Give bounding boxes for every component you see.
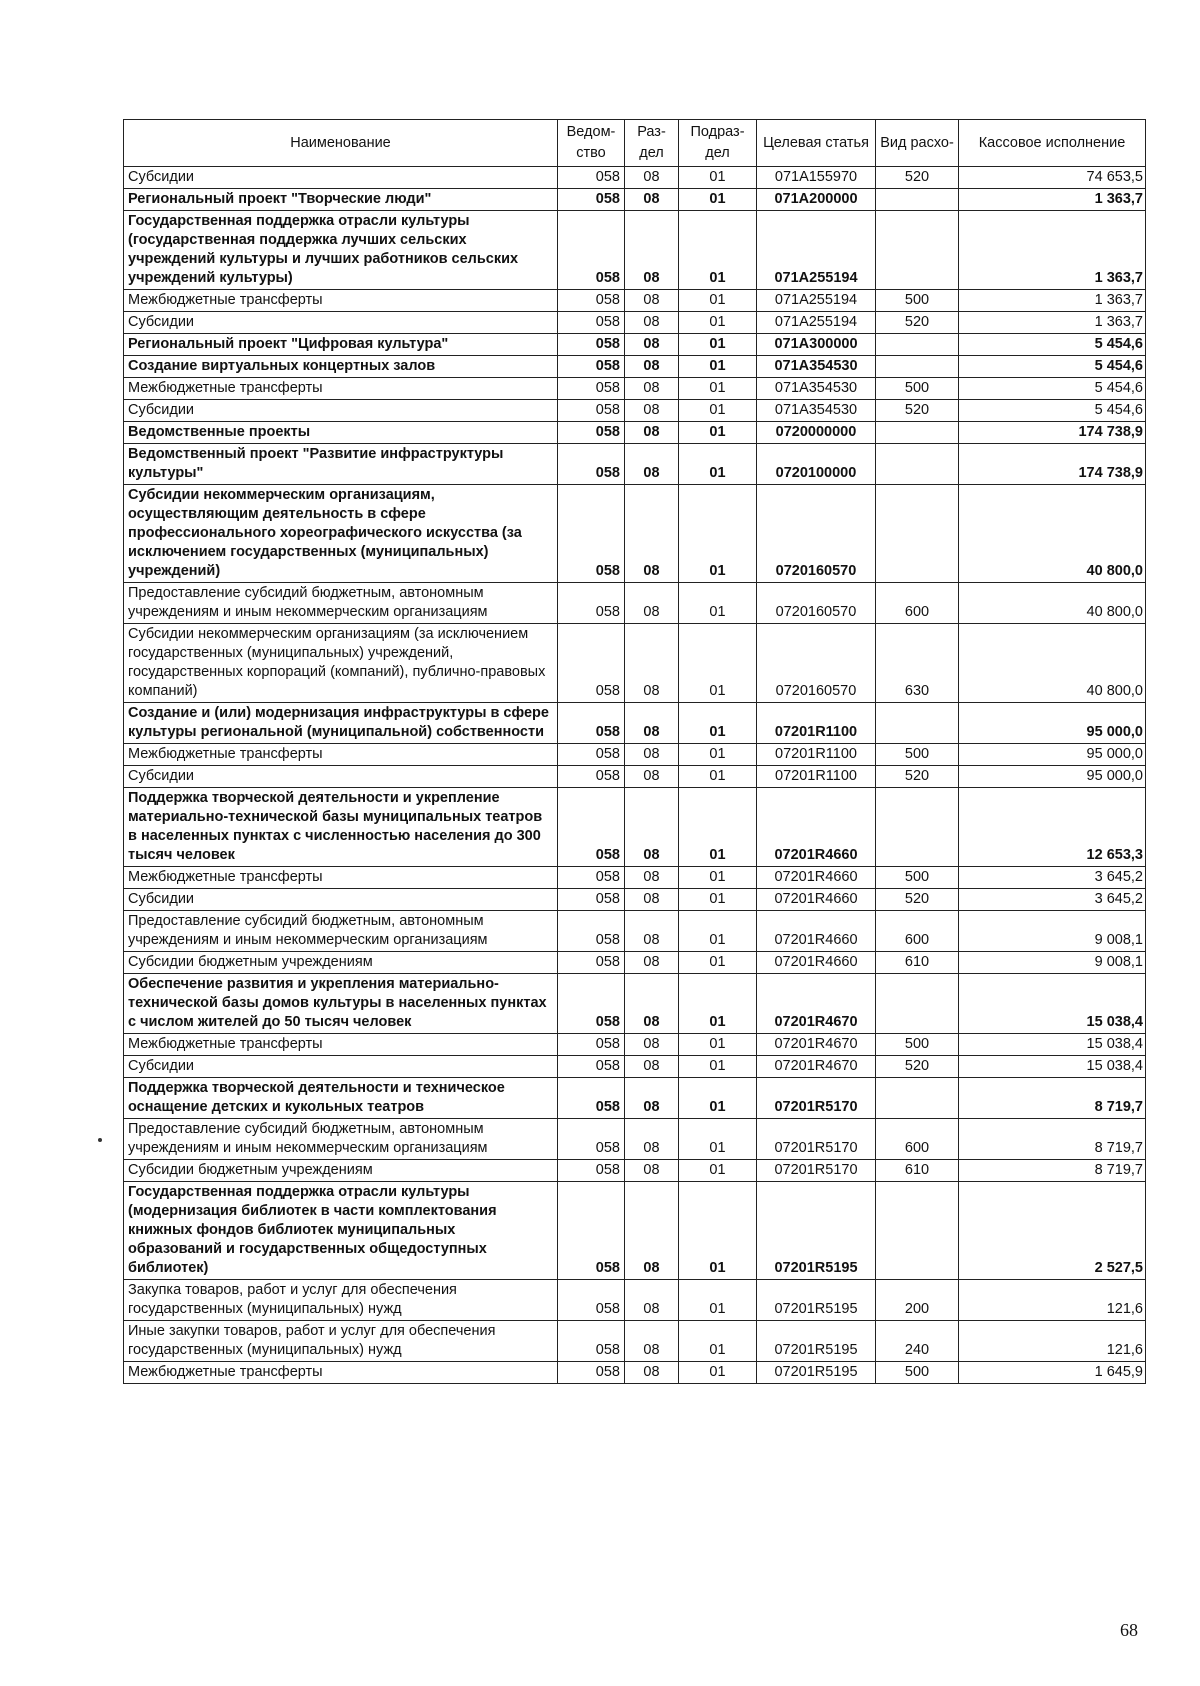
cell-podrazdel: 01 xyxy=(679,211,757,290)
cell-name: Государственная поддержка отрасли культуры (государственная поддержка лучших сельских учреждений культуры и лучших работников сельских учреждений культуры) xyxy=(124,211,558,290)
table-header-row xyxy=(124,120,1146,167)
cell-csr: 071А300000 xyxy=(757,334,876,356)
cell-name: Создание виртуальных концертных залов xyxy=(124,356,558,378)
cell-razdel: 08 xyxy=(625,334,679,356)
cell-name: Межбюджетные трансферты xyxy=(124,290,558,312)
table-row xyxy=(124,911,1146,952)
cell-vr: 600 xyxy=(876,583,959,624)
cell-podrazdel: 01 xyxy=(679,703,757,744)
cell-razdel: 08 xyxy=(625,167,679,189)
cell-name: Создание и (или) модернизация инфраструктуры в сфере культуры региональной (муниципальной) собственности xyxy=(124,703,558,744)
table-row xyxy=(124,583,1146,624)
table-row xyxy=(124,312,1146,334)
cell-csr: 0720160570 xyxy=(757,624,876,703)
cell-vr xyxy=(876,334,959,356)
cell-name: Ведомственный проект "Развитие инфраструктуры культуры" xyxy=(124,444,558,485)
cell-razdel: 08 xyxy=(625,444,679,485)
cell-podrazdel: 01 xyxy=(679,1056,757,1078)
cell-csr: 07201R4660 xyxy=(757,952,876,974)
cell-ved: 058 xyxy=(558,312,625,334)
header-csr: Целевая статья xyxy=(757,120,876,167)
table-row xyxy=(124,444,1146,485)
header-razdel: Раз-дел xyxy=(625,120,679,167)
cell-vr xyxy=(876,211,959,290)
cell-name: Иные закупки товаров, работ и услуг для обеспечения государственных (муниципальных) нужд xyxy=(124,1321,558,1362)
table-row xyxy=(124,167,1146,189)
cell-csr: 07201R4660 xyxy=(757,911,876,952)
cell-vr xyxy=(876,485,959,583)
cell-razdel: 08 xyxy=(625,1321,679,1362)
table-row xyxy=(124,400,1146,422)
cell-name: Закупка товаров, работ и услуг для обеспечения государственных (муниципальных) нужд xyxy=(124,1280,558,1321)
cell-razdel: 08 xyxy=(625,1119,679,1160)
table-row xyxy=(124,974,1146,1034)
table-row xyxy=(124,952,1146,974)
cell-ved: 058 xyxy=(558,1056,625,1078)
cell-csr: 07201R5195 xyxy=(757,1362,876,1384)
cell-amount: 95 000,0 xyxy=(959,703,1146,744)
cell-csr: 071А255194 xyxy=(757,211,876,290)
cell-podrazdel: 01 xyxy=(679,744,757,766)
cell-ved: 058 xyxy=(558,867,625,889)
cell-amount: 121,6 xyxy=(959,1280,1146,1321)
cell-vr: 600 xyxy=(876,1119,959,1160)
cell-ved: 058 xyxy=(558,378,625,400)
cell-name: Субсидии xyxy=(124,889,558,911)
cell-razdel: 08 xyxy=(625,766,679,788)
cell-podrazdel: 01 xyxy=(679,1280,757,1321)
cell-ved: 058 xyxy=(558,444,625,485)
cell-amount: 174 738,9 xyxy=(959,444,1146,485)
cell-podrazdel: 01 xyxy=(679,1182,757,1280)
header-vr: Вид расхо- xyxy=(876,120,959,167)
cell-vr: 610 xyxy=(876,952,959,974)
cell-razdel: 08 xyxy=(625,952,679,974)
table-row xyxy=(124,290,1146,312)
cell-name: Межбюджетные трансферты xyxy=(124,378,558,400)
cell-ved: 058 xyxy=(558,400,625,422)
cell-amount: 1 363,7 xyxy=(959,290,1146,312)
cell-amount: 121,6 xyxy=(959,1321,1146,1362)
table-row xyxy=(124,1160,1146,1182)
cell-vr: 520 xyxy=(876,1056,959,1078)
cell-razdel: 08 xyxy=(625,703,679,744)
cell-amount: 8 719,7 xyxy=(959,1119,1146,1160)
cell-ved: 058 xyxy=(558,189,625,211)
cell-podrazdel: 01 xyxy=(679,485,757,583)
cell-csr: 07201R5195 xyxy=(757,1280,876,1321)
cell-amount: 3 645,2 xyxy=(959,867,1146,889)
cell-name: Межбюджетные трансферты xyxy=(124,867,558,889)
cell-podrazdel: 01 xyxy=(679,400,757,422)
cell-podrazdel: 01 xyxy=(679,334,757,356)
cell-vr: 520 xyxy=(876,400,959,422)
cell-name: Субсидии некоммерческим организациям, осуществляющим деятельность в сфере профессионального хореографического искусства (за исключением государственных (муниципальных) учреждений) xyxy=(124,485,558,583)
cell-amount: 74 653,5 xyxy=(959,167,1146,189)
cell-ved: 058 xyxy=(558,422,625,444)
cell-name: Субсидии xyxy=(124,766,558,788)
table-row xyxy=(124,624,1146,703)
cell-ved: 058 xyxy=(558,1119,625,1160)
cell-csr: 07201R4670 xyxy=(757,1056,876,1078)
cell-ved: 058 xyxy=(558,788,625,867)
cell-podrazdel: 01 xyxy=(679,1160,757,1182)
cell-podrazdel: 01 xyxy=(679,422,757,444)
cell-csr: 071А255194 xyxy=(757,312,876,334)
cell-razdel: 08 xyxy=(625,422,679,444)
header-name: Наименование xyxy=(124,120,558,167)
cell-ved: 058 xyxy=(558,211,625,290)
cell-podrazdel: 01 xyxy=(679,788,757,867)
cell-name: Предоставление субсидий бюджетным, автономным учреждениям и иным некоммерческим организациям xyxy=(124,911,558,952)
header-amount: Кассовое исполнение xyxy=(959,120,1146,167)
table-row xyxy=(124,744,1146,766)
cell-amount: 9 008,1 xyxy=(959,952,1146,974)
cell-ved: 058 xyxy=(558,744,625,766)
cell-ved: 058 xyxy=(558,356,625,378)
cell-ved: 058 xyxy=(558,1280,625,1321)
cell-ved: 058 xyxy=(558,1078,625,1119)
cell-vr xyxy=(876,974,959,1034)
cell-vr: 500 xyxy=(876,1034,959,1056)
cell-podrazdel: 01 xyxy=(679,378,757,400)
table-row xyxy=(124,1119,1146,1160)
cell-ved: 058 xyxy=(558,952,625,974)
cell-podrazdel: 01 xyxy=(679,1034,757,1056)
table-body xyxy=(124,167,1146,1384)
cell-vr: 500 xyxy=(876,1362,959,1384)
cell-razdel: 08 xyxy=(625,1034,679,1056)
cell-csr: 07201R4660 xyxy=(757,889,876,911)
cell-amount: 95 000,0 xyxy=(959,744,1146,766)
table-row xyxy=(124,485,1146,583)
cell-razdel: 08 xyxy=(625,400,679,422)
table-row xyxy=(124,766,1146,788)
cell-vr: 520 xyxy=(876,889,959,911)
table-row xyxy=(124,378,1146,400)
cell-razdel: 08 xyxy=(625,911,679,952)
cell-vr: 600 xyxy=(876,911,959,952)
cell-razdel: 08 xyxy=(625,485,679,583)
cell-ved: 058 xyxy=(558,290,625,312)
table-row xyxy=(124,1034,1146,1056)
cell-amount: 15 038,4 xyxy=(959,1034,1146,1056)
cell-csr: 07201R4660 xyxy=(757,788,876,867)
cell-vr xyxy=(876,444,959,485)
cell-razdel: 08 xyxy=(625,1280,679,1321)
budget-table xyxy=(123,119,1146,1384)
cell-ved: 058 xyxy=(558,334,625,356)
cell-amount: 174 738,9 xyxy=(959,422,1146,444)
cell-ved: 058 xyxy=(558,583,625,624)
cell-vr: 240 xyxy=(876,1321,959,1362)
cell-amount: 40 800,0 xyxy=(959,583,1146,624)
cell-ved: 058 xyxy=(558,766,625,788)
cell-name: Межбюджетные трансферты xyxy=(124,744,558,766)
table-row xyxy=(124,703,1146,744)
cell-name: Ведомственные проекты xyxy=(124,422,558,444)
table-row xyxy=(124,1362,1146,1384)
cell-podrazdel: 01 xyxy=(679,1078,757,1119)
cell-name: Государственная поддержка отрасли культуры (модернизация библиотек в части комплектования книжных фондов библиотек муниципальных образований и государственных общедоступных библиотек) xyxy=(124,1182,558,1280)
cell-name: Межбюджетные трансферты xyxy=(124,1034,558,1056)
cell-amount: 5 454,6 xyxy=(959,356,1146,378)
cell-ved: 058 xyxy=(558,1034,625,1056)
cell-razdel: 08 xyxy=(625,1078,679,1119)
cell-vr xyxy=(876,189,959,211)
cell-vr: 500 xyxy=(876,290,959,312)
cell-razdel: 08 xyxy=(625,583,679,624)
cell-csr: 07201R5195 xyxy=(757,1321,876,1362)
cell-name: Субсидии xyxy=(124,1056,558,1078)
cell-csr: 07201R1100 xyxy=(757,703,876,744)
cell-csr: 07201R5170 xyxy=(757,1078,876,1119)
cell-amount: 40 800,0 xyxy=(959,485,1146,583)
cell-razdel: 08 xyxy=(625,744,679,766)
cell-vr xyxy=(876,703,959,744)
cell-vr xyxy=(876,356,959,378)
cell-podrazdel: 01 xyxy=(679,889,757,911)
cell-podrazdel: 01 xyxy=(679,1321,757,1362)
cell-podrazdel: 01 xyxy=(679,167,757,189)
cell-amount: 1 363,7 xyxy=(959,189,1146,211)
cell-name: Субсидии бюджетным учреждениям xyxy=(124,952,558,974)
cell-vr: 610 xyxy=(876,1160,959,1182)
scan-dot xyxy=(98,1138,102,1142)
cell-razdel: 08 xyxy=(625,312,679,334)
cell-ved: 058 xyxy=(558,624,625,703)
cell-amount: 8 719,7 xyxy=(959,1160,1146,1182)
table-row xyxy=(124,1078,1146,1119)
cell-csr: 07201R1100 xyxy=(757,766,876,788)
cell-podrazdel: 01 xyxy=(679,911,757,952)
header-ved: Ведом-ство xyxy=(558,120,625,167)
cell-name: Субсидии xyxy=(124,312,558,334)
cell-vr: 630 xyxy=(876,624,959,703)
cell-ved: 058 xyxy=(558,1182,625,1280)
cell-vr: 200 xyxy=(876,1280,959,1321)
cell-podrazdel: 01 xyxy=(679,867,757,889)
cell-ved: 058 xyxy=(558,1160,625,1182)
cell-vr: 520 xyxy=(876,766,959,788)
cell-vr: 500 xyxy=(876,378,959,400)
cell-csr: 071А354530 xyxy=(757,378,876,400)
cell-podrazdel: 01 xyxy=(679,189,757,211)
cell-name: Региональный проект "Творческие люди" xyxy=(124,189,558,211)
cell-amount: 1 645,9 xyxy=(959,1362,1146,1384)
cell-ved: 058 xyxy=(558,485,625,583)
cell-csr: 071А155970 xyxy=(757,167,876,189)
cell-name: Поддержка творческой деятельности и техническое оснащение детских и кукольных театров xyxy=(124,1078,558,1119)
header-podrazdel: Подраз-дел xyxy=(679,120,757,167)
table-row xyxy=(124,889,1146,911)
table-row xyxy=(124,189,1146,211)
cell-razdel: 08 xyxy=(625,867,679,889)
cell-csr: 07201R5170 xyxy=(757,1119,876,1160)
cell-podrazdel: 01 xyxy=(679,952,757,974)
cell-vr xyxy=(876,422,959,444)
cell-csr: 0720100000 xyxy=(757,444,876,485)
cell-podrazdel: 01 xyxy=(679,974,757,1034)
cell-name: Предоставление субсидий бюджетным, автономным учреждениям и иным некоммерческим организациям xyxy=(124,1119,558,1160)
cell-amount: 5 454,6 xyxy=(959,334,1146,356)
cell-name: Субсидии некоммерческим организациям (за исключением государственных (муниципальных) учреждений, государственных корпораций (компаний), публично-правовых компаний) xyxy=(124,624,558,703)
cell-ved: 058 xyxy=(558,167,625,189)
cell-name: Региональный проект "Цифровая культура" xyxy=(124,334,558,356)
cell-name: Субсидии xyxy=(124,400,558,422)
cell-csr: 07201R5195 xyxy=(757,1182,876,1280)
cell-amount: 1 363,7 xyxy=(959,312,1146,334)
cell-amount: 2 527,5 xyxy=(959,1182,1146,1280)
cell-vr xyxy=(876,1182,959,1280)
cell-razdel: 08 xyxy=(625,378,679,400)
cell-csr: 071А200000 xyxy=(757,189,876,211)
page-number: 68 xyxy=(1120,1620,1138,1640)
cell-csr: 07201R4670 xyxy=(757,1034,876,1056)
cell-podrazdel: 01 xyxy=(679,766,757,788)
table-row xyxy=(124,867,1146,889)
cell-vr xyxy=(876,788,959,867)
cell-razdel: 08 xyxy=(625,1182,679,1280)
cell-ved: 058 xyxy=(558,1362,625,1384)
cell-vr: 500 xyxy=(876,867,959,889)
cell-csr: 071А354530 xyxy=(757,400,876,422)
cell-amount: 1 363,7 xyxy=(959,211,1146,290)
cell-csr: 0720160570 xyxy=(757,485,876,583)
cell-vr: 520 xyxy=(876,167,959,189)
cell-amount: 5 454,6 xyxy=(959,378,1146,400)
cell-ved: 058 xyxy=(558,889,625,911)
cell-amount: 15 038,4 xyxy=(959,974,1146,1034)
cell-ved: 058 xyxy=(558,703,625,744)
cell-csr: 071А255194 xyxy=(757,290,876,312)
table-row xyxy=(124,356,1146,378)
cell-podrazdel: 01 xyxy=(679,583,757,624)
cell-vr xyxy=(876,1078,959,1119)
table-row xyxy=(124,334,1146,356)
cell-csr: 0720160570 xyxy=(757,583,876,624)
cell-amount: 95 000,0 xyxy=(959,766,1146,788)
cell-podrazdel: 01 xyxy=(679,356,757,378)
cell-amount: 3 645,2 xyxy=(959,889,1146,911)
table-row xyxy=(124,1321,1146,1362)
cell-amount: 8 719,7 xyxy=(959,1078,1146,1119)
cell-vr: 520 xyxy=(876,312,959,334)
cell-podrazdel: 01 xyxy=(679,1362,757,1384)
cell-name: Межбюджетные трансферты xyxy=(124,1362,558,1384)
cell-razdel: 08 xyxy=(625,356,679,378)
cell-amount: 40 800,0 xyxy=(959,624,1146,703)
table-row xyxy=(124,1280,1146,1321)
cell-razdel: 08 xyxy=(625,889,679,911)
table-row xyxy=(124,788,1146,867)
cell-ved: 058 xyxy=(558,1321,625,1362)
cell-podrazdel: 01 xyxy=(679,312,757,334)
cell-amount: 9 008,1 xyxy=(959,911,1146,952)
cell-name: Субсидии бюджетным учреждениям xyxy=(124,1160,558,1182)
table-row xyxy=(124,422,1146,444)
table-row xyxy=(124,1056,1146,1078)
cell-razdel: 08 xyxy=(625,1160,679,1182)
cell-razdel: 08 xyxy=(625,189,679,211)
table-row xyxy=(124,1182,1146,1280)
cell-razdel: 08 xyxy=(625,1362,679,1384)
cell-csr: 07201R4670 xyxy=(757,974,876,1034)
table-row xyxy=(124,211,1146,290)
cell-csr: 07201R5170 xyxy=(757,1160,876,1182)
cell-razdel: 08 xyxy=(625,788,679,867)
cell-name: Обеспечение развития и укрепления материально-технической базы домов культуры в населенных пунктах с числом жителей до 50 тысяч человек xyxy=(124,974,558,1034)
cell-csr: 07201R1100 xyxy=(757,744,876,766)
cell-vr: 500 xyxy=(876,744,959,766)
cell-amount: 15 038,4 xyxy=(959,1056,1146,1078)
cell-podrazdel: 01 xyxy=(679,1119,757,1160)
cell-name: Предоставление субсидий бюджетным, автономным учреждениям и иным некоммерческим организациям xyxy=(124,583,558,624)
cell-amount: 5 454,6 xyxy=(959,400,1146,422)
cell-amount: 12 653,3 xyxy=(959,788,1146,867)
cell-podrazdel: 01 xyxy=(679,624,757,703)
cell-csr: 0720000000 xyxy=(757,422,876,444)
cell-podrazdel: 01 xyxy=(679,444,757,485)
cell-ved: 058 xyxy=(558,974,625,1034)
cell-ved: 058 xyxy=(558,911,625,952)
cell-podrazdel: 01 xyxy=(679,290,757,312)
cell-name: Поддержка творческой деятельности и укрепление материально-технической базы муниципальных театров в населенных пунктах с численностью населения до 300 тысяч человек xyxy=(124,788,558,867)
cell-name: Субсидии xyxy=(124,167,558,189)
cell-csr: 071А354530 xyxy=(757,356,876,378)
cell-razdel: 08 xyxy=(625,211,679,290)
cell-razdel: 08 xyxy=(625,1056,679,1078)
cell-razdel: 08 xyxy=(625,290,679,312)
cell-csr: 07201R4660 xyxy=(757,867,876,889)
cell-razdel: 08 xyxy=(625,624,679,703)
cell-razdel: 08 xyxy=(625,974,679,1034)
